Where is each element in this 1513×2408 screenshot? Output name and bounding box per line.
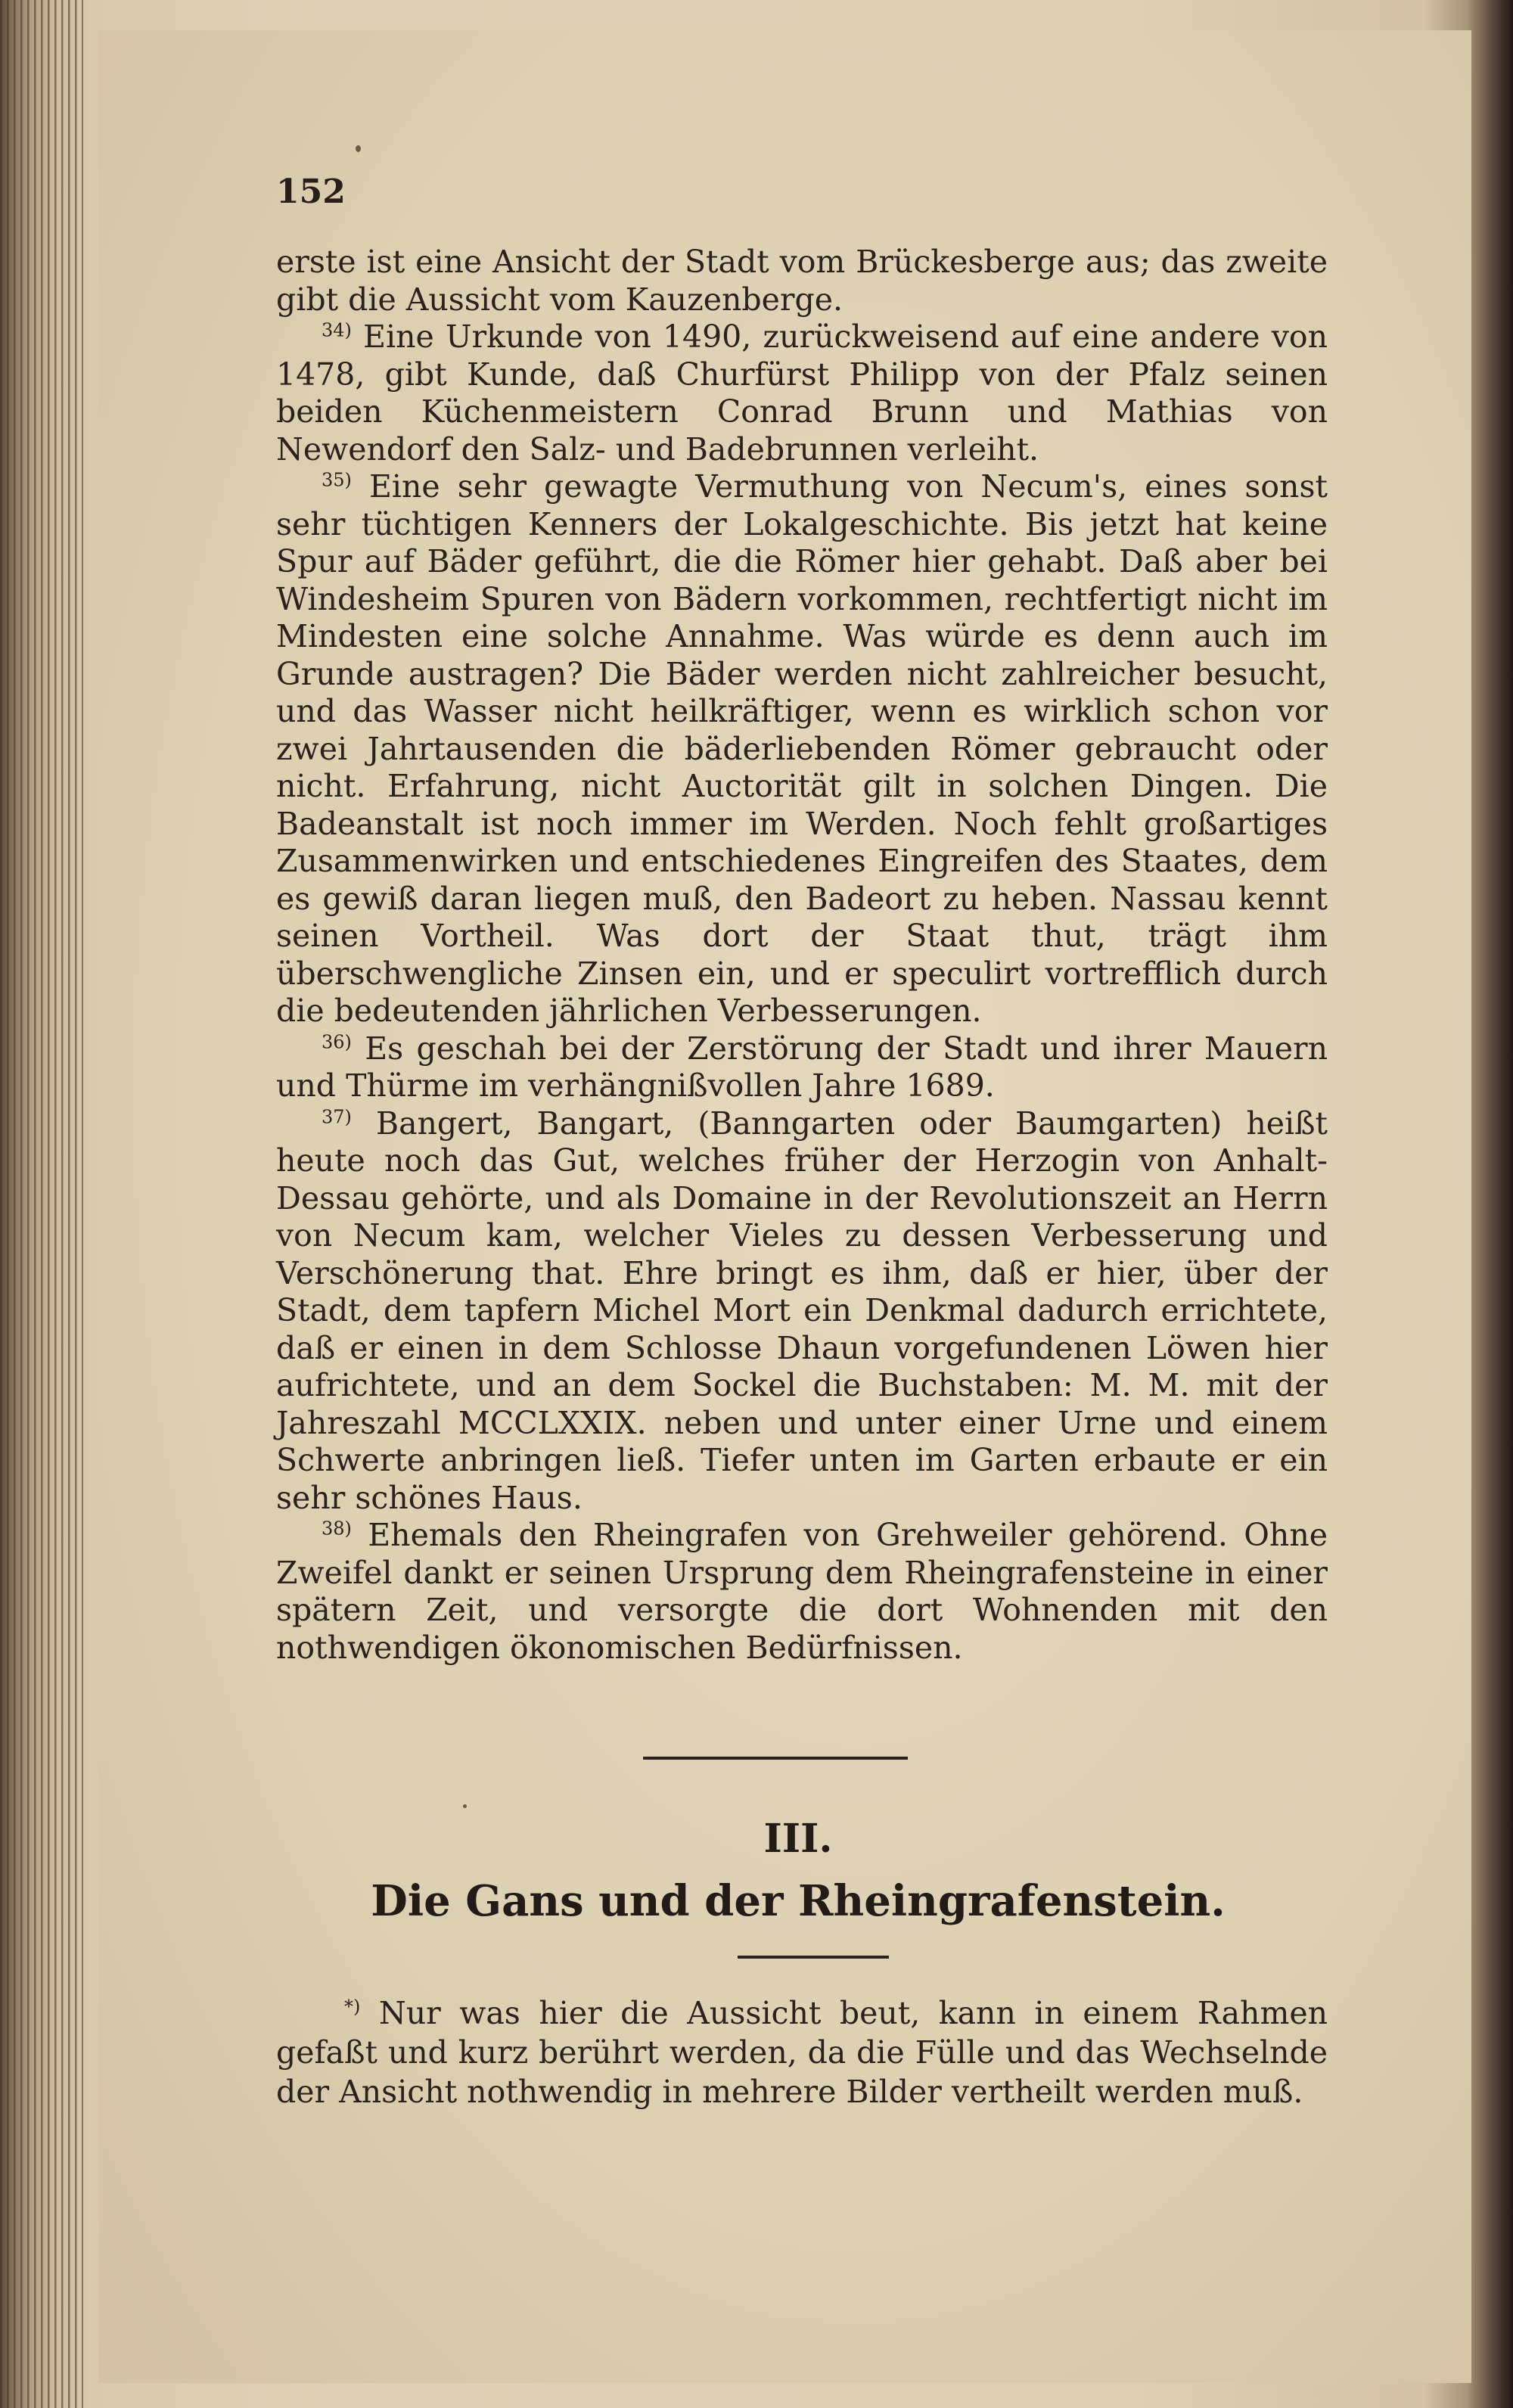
- note-marker: 35): [322, 469, 352, 491]
- note-36: [276, 1030, 1328, 1105]
- note-text: Es geschah bei der Zerstörung der Stadt und ihrer Mauern und Thürme im verhängnißvollen Jahre 1689.: [276, 1030, 1328, 1104]
- note-text: Ehemals den Rheingrafen von Grehweiler gehörend. Ohne Zweifel dankt er seinen Ursprung dem Rheingrafensteine in einer spätern Zeit, und versorgte die dort Wohnenden mit den nothwendigen ökonomischen Bedürfnissen.: [276, 1517, 1328, 1666]
- note-continuation: erste ist eine Ansicht der Stadt vom Brückesberge aus; das zweite gibt die Aussicht vom Kauzenberge.: [276, 244, 1328, 318]
- note-marker: 37): [322, 1105, 352, 1127]
- note-35: [276, 468, 1328, 1030]
- note-text: Bangert, Bangart, (Banngarten oder Baumgarten) heißt heute noch das Gut, welches früher der Herzogin von Anhalt-Dessau gehörte, und als Domaine in der Revolutionszeit an Herrn von Necum kam, welcher Vieles zu dessen Verbesserung und Verschönerung that. Ehre bringt es ihm, daß er hier, über der Stadt, dem tapfern Michel Mort ein Denkmal dadurch errichtete, daß er einen in dem Schlosse Dhaun vorgefundenen Löwen hier aufrichtete, und an dem Sockel die Buchstaben: M. M. mit der Jahreszahl MCCLXXIX. neben und unter einer Urne und einem Schwerte anbringen ließ. Tiefer unten im Garten erbaute er ein sehr schönes Haus.: [276, 1105, 1328, 1516]
- page-number: 152: [276, 172, 346, 211]
- note-34: [276, 318, 1328, 468]
- footnote: [276, 1993, 1328, 2111]
- book-gutter: [1471, 0, 1513, 2408]
- note-text: Eine sehr gewagte Vermuthung von Necum's, eines sonst sehr tüchtigen Kenners der Lokalgeschichte. Bis jetzt hat keine Spur auf Bäder geführt, die die Römer hier gehabt. Daß aber bei Windesheim Spuren von Bädern vorkommen, rechtfertigt nicht im Mindesten eine solche Annahme. Was würde es denn auch im Grunde austragen? Die Bäder werden nicht zahlreicher besucht, und das Wasser nicht heilkräftiger, wenn es wirklich schon vor zwei Jahrtausenden die bäderliebenden Römer gebraucht oder nicht. Erfahrung, nicht Auctorität gilt in solchen Dingen. Die Badeanstalt ist noch immer im Werden. Noch fehlt großartiges Zusammenwirken und entschiedenes Eingreifen des Staates, dem es gewiß daran liegen muß, den Badeort zu heben. Nassau kennt seinen Vortheil. Was dort der Staat thut, trägt ihm überschwengliche Zinsen ein, und er speculirt vortrefflich durch die bedeutenden jährlichen Verbesserungen.: [276, 468, 1328, 1029]
- paper-speck: [356, 145, 361, 152]
- note-38: [276, 1517, 1328, 1667]
- footnote-text: Nur was hier die Aussicht beut, kann in einem Rahmen gefaßt und kurz berührt werden, da die Fülle und das Wechselnde der Ansicht nothwendig in mehrere Bilder vertheilt werden muß.: [276, 1995, 1328, 2110]
- footnote-marker: *): [344, 1996, 361, 2018]
- note-37: [276, 1105, 1328, 1518]
- note-text: Eine Urkunde von 1490, zurückweisend auf eine andere von 1478, gibt Kunde, daß Churfürst Philipp von der Pfalz seinen beiden Küchenmeistern Conrad Brunn und Mathias von Newendorf den Salz- und Badebrunnen verleiht.: [276, 318, 1328, 468]
- section-divider-rule: [643, 1757, 908, 1760]
- page-edges: [0, 0, 83, 2408]
- note-marker: 36): [322, 1030, 352, 1052]
- title-underline-rule: [738, 1956, 889, 1959]
- paper-speck: [463, 1804, 467, 1808]
- note-marker: 38): [322, 1518, 352, 1540]
- section-number: III.: [763, 1816, 833, 1862]
- endnotes-block: [276, 244, 1328, 1667]
- note-marker: 34): [322, 319, 352, 341]
- section-title: Die Gans und der Rheingrafenstein.: [371, 1876, 1226, 1926]
